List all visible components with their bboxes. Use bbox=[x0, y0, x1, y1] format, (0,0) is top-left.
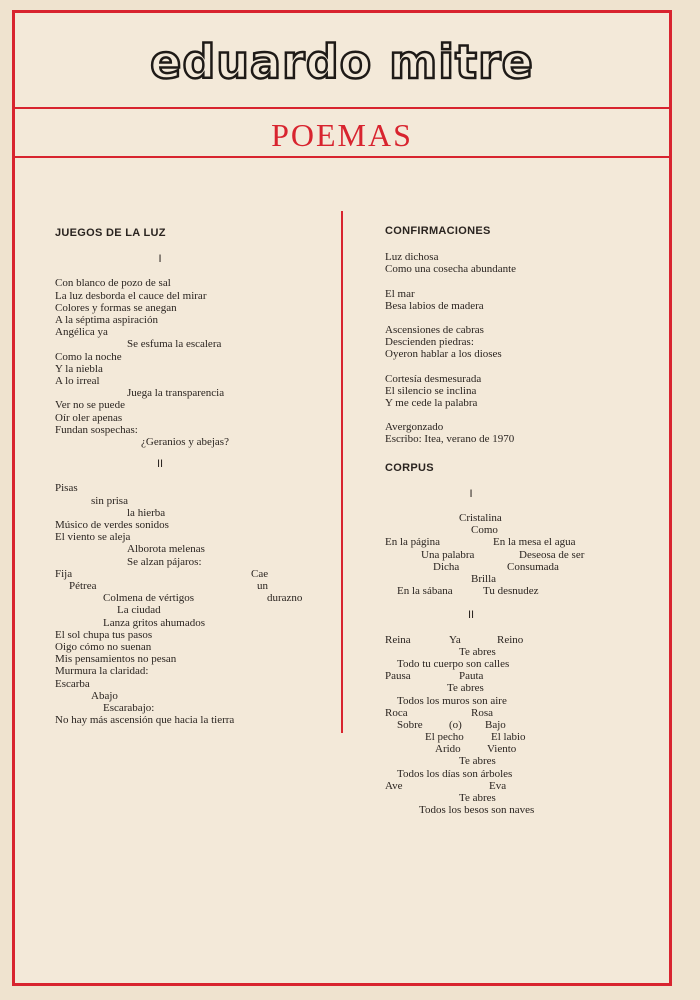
poem-line bbox=[385, 646, 665, 658]
poem-phrase: Una palabra bbox=[421, 548, 475, 561]
poem-phrase: Todos los besos son naves bbox=[419, 804, 535, 817]
part-number: I bbox=[158, 253, 162, 266]
poem-phrase: Fija bbox=[55, 567, 73, 580]
poem-line: Como la noche bbox=[55, 350, 122, 363]
poem-line: la hierba bbox=[127, 506, 166, 519]
poem-line bbox=[385, 731, 665, 743]
title-rule bbox=[15, 156, 669, 158]
column-divider bbox=[341, 211, 343, 733]
poem-line: Colores y formas se anegan bbox=[55, 301, 177, 314]
poem-stanza bbox=[385, 512, 665, 597]
poem-phrase: Pétrea bbox=[69, 580, 97, 593]
poem-stanza bbox=[55, 482, 335, 567]
poem-phrase: Ave bbox=[385, 779, 403, 792]
author-name: eduardo mitre bbox=[150, 35, 534, 89]
poem-heading-confirmaciones: CONFIRMACIONES bbox=[385, 225, 491, 237]
poem-line bbox=[385, 549, 665, 561]
poem-phrase: Como bbox=[471, 524, 498, 537]
poem-line: No hay más ascensión que hacia la tierra bbox=[55, 714, 235, 727]
poem-line bbox=[385, 707, 665, 719]
poem-line: Besa labios de madera bbox=[385, 299, 484, 312]
poem-line bbox=[385, 658, 665, 670]
poem-phrase: Rosa bbox=[471, 706, 493, 719]
poem-line: Descienden piedras: bbox=[385, 336, 474, 349]
poem-line: Cortesía desmesurada bbox=[385, 372, 482, 385]
poem-line: Fundan sospechas: bbox=[55, 423, 138, 436]
poem-phrase: Ya bbox=[449, 633, 461, 646]
poem-line bbox=[385, 792, 665, 804]
poem-phrase: Pausa bbox=[385, 670, 411, 683]
poem-phrase: Cae bbox=[251, 567, 269, 580]
poem-line: Avergonzado bbox=[385, 421, 444, 434]
poem-line: Murmura la claridad: bbox=[55, 665, 149, 678]
poem-line: Mis pensamientos no pesan bbox=[55, 653, 177, 666]
section-title: POEMAS bbox=[271, 117, 413, 153]
poem-line bbox=[55, 580, 335, 592]
poem-phrase: Pauta bbox=[459, 670, 484, 683]
poem-phrase: Reino bbox=[497, 633, 524, 646]
poem-line: Escarabajo: bbox=[103, 702, 155, 715]
poem-line: sin prisa bbox=[91, 494, 128, 507]
poem-line bbox=[385, 780, 665, 792]
page-frame bbox=[12, 10, 672, 986]
stanza-gap bbox=[385, 409, 665, 421]
poem-phrase: Todos los muros son aire bbox=[397, 694, 507, 707]
poem-line bbox=[385, 755, 665, 767]
poem-line: Alborota melenas bbox=[127, 543, 205, 556]
poem-line bbox=[385, 512, 665, 524]
poem-line bbox=[385, 524, 665, 536]
poem-line: La luz desborda el cauce del mirar bbox=[55, 289, 207, 302]
poem-line bbox=[385, 768, 665, 780]
poem-line: Juega la transparencia bbox=[127, 387, 225, 400]
poem-line: ¿Geranios y abejas? bbox=[141, 436, 229, 449]
poem-phrase: En la mesa el agua bbox=[493, 536, 576, 549]
poem-stanza bbox=[55, 277, 335, 448]
poem-line: El silencio se inclina bbox=[385, 384, 477, 397]
poem-stanza bbox=[385, 251, 665, 445]
poem-phrase: El labio bbox=[491, 731, 526, 744]
part-number: I bbox=[469, 487, 473, 500]
poem-line: A lo irreal bbox=[55, 375, 100, 388]
poem-line: Y la niebla bbox=[55, 362, 103, 375]
stanza-gap bbox=[385, 361, 665, 373]
poem-stanza bbox=[55, 617, 335, 727]
poem-phrase: Te abres bbox=[459, 755, 496, 768]
poem-line: Luz dichosa bbox=[385, 251, 439, 264]
poem-line: Oír oler apenas bbox=[55, 411, 123, 424]
right-column bbox=[385, 225, 665, 816]
poem-phrase: un bbox=[257, 580, 268, 593]
poem-line: Y me cede la palabra bbox=[385, 397, 478, 410]
poem-line: El sol chupa tus pasos bbox=[55, 628, 153, 641]
poem-line bbox=[55, 592, 335, 604]
poem-line bbox=[385, 695, 665, 707]
poem-line: Lanza gritos ahumados bbox=[103, 616, 206, 629]
poem-phrase: Cristalina bbox=[459, 512, 502, 525]
poem-phrase: El pecho bbox=[425, 731, 464, 744]
stanza-gap bbox=[385, 276, 665, 288]
poem-line: Ver no se puede bbox=[55, 399, 125, 412]
poem-line bbox=[385, 585, 665, 597]
poem-line bbox=[55, 568, 335, 580]
poem-phrase: Viento bbox=[487, 743, 517, 756]
poem-line bbox=[385, 719, 665, 731]
poem-line bbox=[385, 634, 665, 646]
poem-phrase: Deseosa de ser bbox=[519, 548, 585, 561]
poem-heading-corpus: CORPUS bbox=[385, 461, 434, 474]
poem-line bbox=[385, 573, 665, 585]
poem-line bbox=[385, 536, 665, 548]
poem-phrase: Arido bbox=[435, 743, 461, 756]
poem-line bbox=[385, 743, 665, 755]
left-column bbox=[55, 227, 335, 726]
poem-line: Ascensiones de cabras bbox=[385, 324, 484, 337]
poem-phrase: Todos los días son árboles bbox=[397, 767, 513, 780]
poem-phrase: Brilla bbox=[471, 572, 497, 585]
part-number: II bbox=[156, 458, 164, 471]
poem-line: Abajo bbox=[91, 689, 118, 702]
stanza-gap bbox=[385, 312, 665, 324]
poem-phrase: Sobre bbox=[397, 718, 423, 731]
poem-line: El mar bbox=[385, 287, 415, 300]
poem-heading-juegos: JUEGOS DE LA LUZ bbox=[55, 227, 166, 239]
poem-phrase: (o) bbox=[449, 718, 462, 731]
poem-line: Escarba bbox=[55, 677, 90, 690]
poem-line: Oyeron hablar a los dioses bbox=[385, 348, 502, 361]
poem-line bbox=[385, 682, 665, 694]
poem-phrase: Te abres bbox=[447, 682, 484, 695]
poem-line: A la séptima aspiración bbox=[55, 314, 158, 327]
poem-phrase: Eva bbox=[489, 779, 507, 792]
poem-line: Se alzan pájaros: bbox=[127, 555, 202, 568]
poem-phrase: Te abres bbox=[459, 645, 496, 658]
poem-line: Pisas bbox=[55, 482, 78, 495]
poem-line: Escribo: Itea, verano de 1970 bbox=[385, 433, 515, 446]
poem-line bbox=[55, 604, 335, 616]
poem-line: Con blanco de pozo de sal bbox=[55, 277, 171, 290]
poem-stanza bbox=[385, 634, 665, 817]
poem-line bbox=[385, 670, 665, 682]
poem-line: El viento se aleja bbox=[55, 531, 131, 544]
poem-stanza bbox=[55, 568, 335, 617]
poem-phrase: durazno bbox=[267, 592, 303, 605]
poem-phrase: Todo tu cuerpo son calles bbox=[397, 657, 510, 670]
top-rule bbox=[15, 107, 669, 109]
poem-line: Como una cosecha abundante bbox=[385, 263, 517, 276]
poem-phrase: Bajo bbox=[485, 718, 506, 731]
poem-phrase: Roca bbox=[385, 706, 408, 719]
poem-phrase: La ciudad bbox=[117, 604, 161, 617]
poem-phrase: Dicha bbox=[433, 560, 460, 573]
poem-phrase: En la sábana bbox=[397, 585, 453, 598]
poem-phrase: Tu desnudez bbox=[483, 585, 539, 598]
poem-line: Angélica ya bbox=[55, 326, 108, 339]
poem-line: Oigo cómo no suenan bbox=[55, 641, 152, 654]
poem-phrase: Te abres bbox=[459, 792, 496, 804]
poem-line: Músico de verdes sonidos bbox=[55, 519, 169, 532]
poem-line: Se esfuma la escalera bbox=[127, 338, 222, 351]
poem-line bbox=[385, 561, 665, 573]
poem-phrase: Reina bbox=[385, 633, 411, 646]
poem-phrase: En la página bbox=[385, 536, 440, 549]
part-number: II bbox=[467, 609, 475, 622]
poem-phrase: Colmena de vértigos bbox=[103, 592, 195, 605]
poem-line bbox=[385, 804, 665, 816]
poem-phrase: Consumada bbox=[507, 560, 559, 573]
